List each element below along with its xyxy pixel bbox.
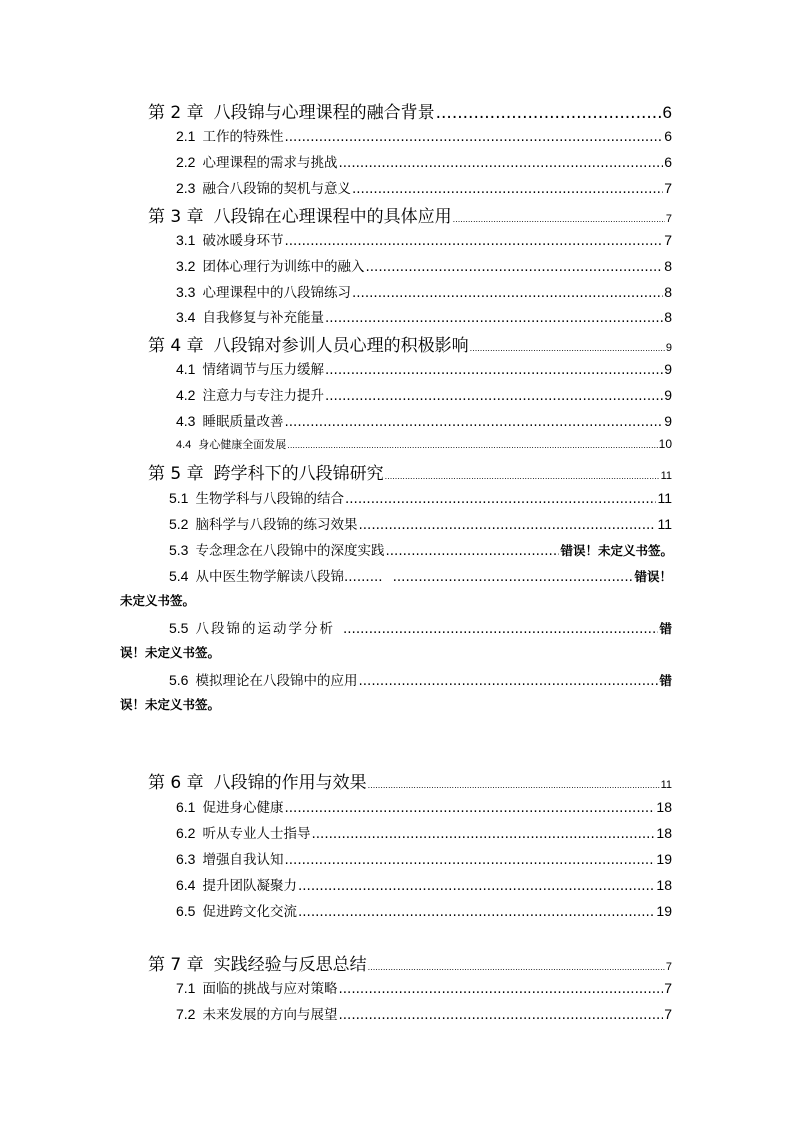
section-title: 模拟理论在八段锦中的应用 [195,673,358,689]
chapter-title: 八段锦的作用与效果 [213,773,367,792]
dot-leader [284,414,663,430]
dot-leader [284,800,655,816]
dot-leader [298,878,655,894]
section-title: 情绪调节与压力缓解 [202,362,324,378]
section-title: 未来发展的方向与展望 [202,1007,338,1023]
toc-entry-4-1[interactable] [176,358,672,378]
chapter-title: 实践经验与反思总结 [213,955,367,974]
chapter-number: 第 3 章 [148,207,204,226]
section-number: 6.1 [176,799,196,815]
broken-bookmark-error: 错 [659,673,672,688]
section-number: 7.1 [176,980,196,996]
section-title: 生物学科与八段锦的结合 [195,491,344,507]
dot-leader [287,441,657,450]
section-number: 3.3 [176,284,196,300]
toc-entry-3-4[interactable] [176,306,672,326]
broken-bookmark-error: 错误！ [634,569,672,584]
chapter-title: 八段锦在心理课程中的具体应用 [213,207,452,226]
toc-entry-4-4[interactable] [176,436,672,456]
section-title: 融合八段锦的契机与意义 [202,181,351,197]
toc-entry-ch2[interactable] [148,98,672,122]
page-number: 18 [656,877,672,893]
page-number: 7 [664,180,672,196]
section-title: 脑科学与八段锦的练习效果 [195,517,358,533]
section-title: 促进身心健康 [202,800,284,816]
page-number: 9 [665,342,672,354]
dot-leader [470,344,665,353]
section-number: 4.2 [176,387,196,403]
dot-leader [436,103,662,122]
page-number: 9 [664,361,672,377]
toc-entry-2-1[interactable] [176,125,672,145]
toc-entry-5-4[interactable] [169,565,672,585]
page-number: 7 [664,232,672,248]
dot-leader [385,543,559,559]
dot-leader [385,472,660,481]
dot-leader [393,569,634,585]
chapter-title: 八段锦对参训人员心理的积极影响 [213,336,469,355]
dot-leader [284,233,663,249]
dot-leader [352,285,663,301]
section-number: 5.1 [169,490,189,506]
toc-entry-7-2[interactable] [176,1003,672,1023]
section-number: 3.4 [176,309,196,325]
section-title: 睡眠质量改善 [202,414,284,430]
section-title: 自我修复与补充能量 [202,310,324,326]
toc-entry-6-1[interactable] [176,796,672,816]
page-number: 6 [664,154,672,170]
dot-leader [338,155,663,171]
page-number: 11 [660,470,672,482]
broken-bookmark-error-continued: 误！未定义书签。 [120,645,221,660]
toc-entry-2-2[interactable] [176,151,672,171]
broken-bookmark-error-continued: 误！未定义书签。 [120,697,221,712]
dot-leader [365,259,663,275]
toc-entry-6-4[interactable] [176,874,672,894]
page-number: 8 [664,258,672,274]
page-number: 10 [658,437,672,451]
section-number: 6.4 [176,877,196,893]
section-number: 2.2 [176,154,196,170]
section-number: 4.1 [176,361,196,377]
section-title: 心理课程中的八段锦练习 [202,285,351,301]
section-title: 听从专业人士指导 [202,826,311,842]
toc-entry-ch5[interactable] [148,459,672,483]
toc-entry-6-3[interactable] [176,848,672,868]
dot-leader [368,781,660,790]
chapter-number: 第 4 章 [148,336,204,355]
section-title: 专念理念在八段锦中的深度实践 [195,543,385,559]
dot-leader [368,963,665,972]
dot-leader [325,388,663,404]
section-number: 3.2 [176,258,196,274]
section-title: 八段锦的运动学分析 [195,621,335,637]
page-number: 11 [657,490,672,506]
section-number: 6.3 [176,851,196,867]
section-title: 注意力与专注力提升 [202,388,324,404]
section-title: 提升团队凝聚力 [202,878,297,894]
dot-leader [338,981,663,997]
toc-entry-6-5[interactable] [176,900,672,920]
section-title: 心理课程的需求与挑战 [202,155,338,171]
section-title: 团体心理行为训练中的融入 [202,259,365,275]
toc-entry-4-3[interactable] [176,410,672,430]
section-title: 工作的特殊性 [202,129,284,145]
dot-leader [325,310,663,326]
page-number: 7 [665,213,672,225]
page-number: 8 [664,309,672,325]
chapter-number: 第 6 章 [148,773,204,792]
chapter-title: 八段锦与心理课程的融合背景 [213,103,435,122]
toc-entry-3-1[interactable] [176,229,672,249]
section-title: 促进跨文化交流 [202,904,297,920]
section-title: 增强自我认知 [202,852,284,868]
toc-entry-2-3[interactable] [176,177,672,197]
section-number: 2.1 [176,128,196,144]
page-number: 19 [656,903,672,919]
page-number: 18 [656,799,672,815]
chapter-number: 第 5 章 [148,464,204,483]
dot-leader [453,215,665,224]
page-number: 11 [657,516,672,532]
dot-leader [358,673,658,689]
page-number: 7 [664,980,672,996]
page-number: 6 [664,128,672,144]
section-title: 破冰暖身环节 [202,233,284,249]
broken-bookmark-error: 错 [659,621,672,636]
page-number: 7 [664,1006,672,1022]
page-number: 7 [665,961,672,973]
page-number: 6 [662,103,672,122]
section-title: 从中医生物学解读八段锦......... [195,569,383,585]
toc-entry-ch4[interactable] [148,331,672,355]
dot-leader [338,1007,663,1023]
toc-entry-5-6[interactable] [169,669,672,689]
toc-entry-5-1[interactable] [169,487,672,507]
dot-leader [343,621,659,637]
toc-entry-7-1[interactable] [176,977,672,997]
section-number: 5.4 [169,568,189,584]
page-number: 8 [664,284,672,300]
toc-entry-4-2[interactable] [176,384,672,404]
section-number: 3.1 [176,232,196,248]
broken-bookmark-error-continued: 未定义书签。 [120,593,196,608]
toc-entry-6-2[interactable] [176,822,672,842]
section-number: 6.5 [176,903,196,919]
section-number: 5.5 [169,620,189,636]
toc-entry-5-3[interactable] [169,539,673,559]
dot-leader [358,517,656,533]
dot-leader [345,491,656,507]
section-number: 4.4 [176,439,192,451]
toc-entry-ch7[interactable] [148,950,672,974]
dot-leader [352,181,663,197]
toc-entry-3-3[interactable] [176,281,672,301]
toc-entry-5-5[interactable] [169,617,672,637]
chapter-number: 第 7 章 [148,955,204,974]
toc-entry-ch3[interactable] [148,202,672,226]
chapter-number: 第 2 章 [148,103,204,122]
chapter-title: 跨学科下的八段锦研究 [213,464,384,483]
section-number: 6.2 [176,825,196,841]
dot-leader [311,826,655,842]
page-number: 9 [664,413,672,429]
broken-bookmark-error: 错误！未定义书签。 [560,543,673,558]
section-title: 面临的挑战与应对策略 [202,981,338,997]
section-number: 5.3 [169,542,189,558]
dot-leader [284,129,663,145]
page-number: 19 [656,851,672,867]
toc-entry-3-2[interactable] [176,255,672,275]
dot-leader [298,904,655,920]
section-number: 2.3 [176,180,196,196]
toc-entry-5-2[interactable] [169,513,672,533]
toc-entry-ch6[interactable] [148,768,672,792]
dot-leader [325,362,663,378]
section-number: 4.3 [176,413,196,429]
page-number: 9 [664,387,672,403]
dot-leader [284,852,655,868]
section-number: 5.6 [169,672,189,688]
section-number: 5.2 [169,516,189,532]
page-number: 11 [660,779,672,791]
section-number: 7.2 [176,1006,196,1022]
page-number: 18 [656,825,672,841]
section-title: 身心健康全面发展 [198,438,287,451]
